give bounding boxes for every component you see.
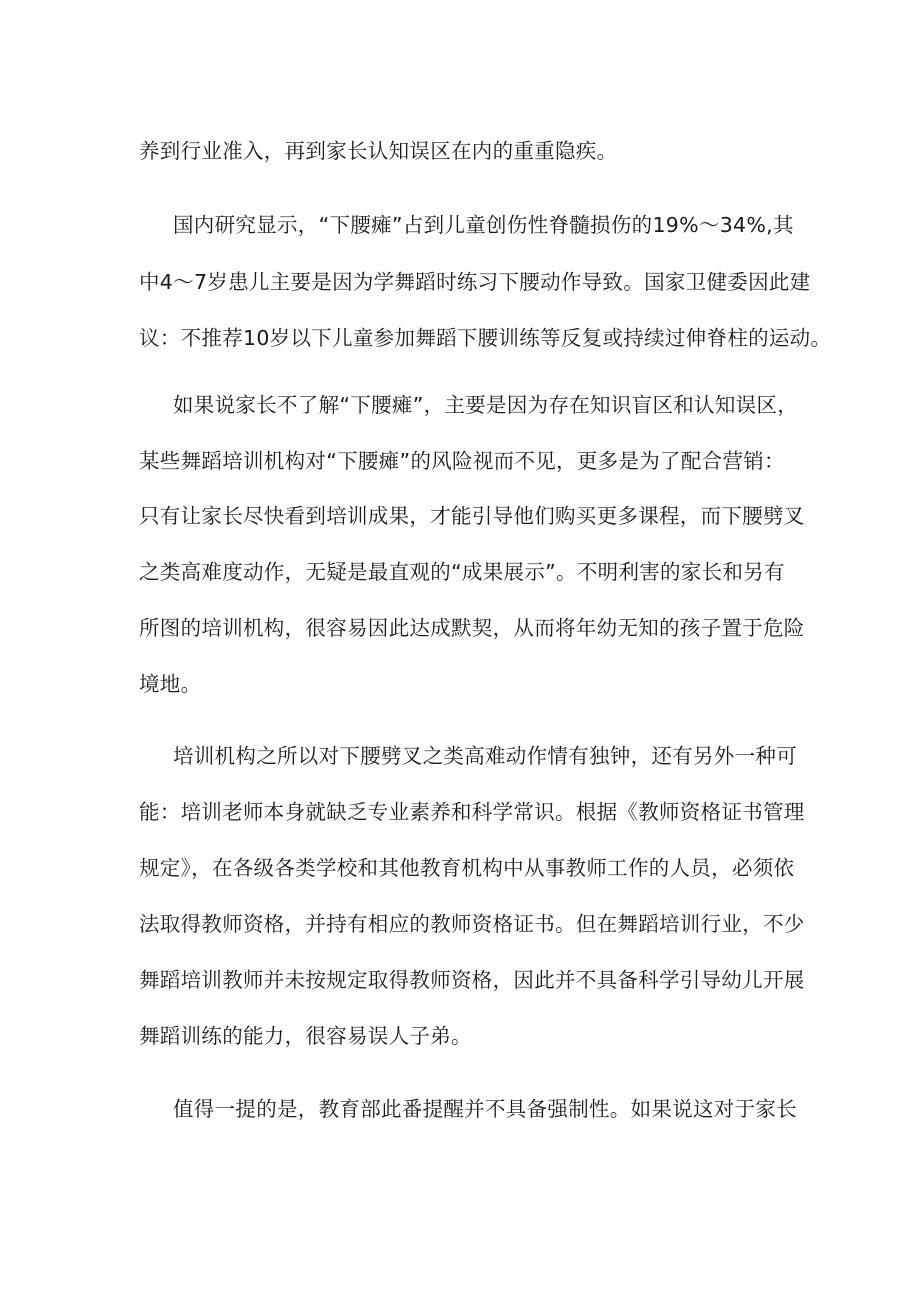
paragraph-line: 法取得教师资格，并持有相应的教师资格证书。但在舞蹈培训行业，不少 (139, 912, 805, 936)
paragraph-line: 只有让家长尽快看到培训成果，才能引导他们购买更多课程，而下腰劈叉 (139, 504, 805, 528)
paragraph-line: 规定》，在各级各类学校和其他教育机构中从事教师工作的人员，必须依 (139, 856, 795, 880)
paragraph-line: 舞蹈培训教师并未按规定取得教师资格，因此并不具备科学引导幼儿开展 (139, 968, 805, 992)
paragraph-line: 值得一提的是，教育部此番提醒并不具备强制性。如果说这对于家长 (173, 1097, 797, 1121)
paragraph-line: 议：不推荐10岁以下儿童参加舞蹈下腰训练等反复或持续过伸脊柱的运动。 (139, 326, 832, 350)
paragraph-line: 养到行业准入，再到家长认知误区在内的重重隐疾。 (139, 139, 618, 163)
paragraph-line: 所图的培训机构，很容易因此达成默契，从而将年幼无知的孩子置于危险 (139, 616, 805, 640)
paragraph-line: 中4～7岁患儿主要是因为学舞蹈时练习下腰动作导致。国家卫健委因此建 (139, 270, 811, 294)
paragraph-line: 能：培训老师本身就缺乏专业素养和科学常识。根据《教师资格证书管理 (139, 800, 805, 824)
paragraph-line: 之类高难度动作，无疑是最直观的“成果展示”。不明利害的家长和另有 (139, 560, 785, 584)
paragraph-line: 如果说家长不了解“下腰瘫”，主要是因为存在知识盲区和认知误区， (173, 393, 799, 417)
paragraph-line: 舞蹈训练的能力，很容易误人子弟。 (139, 1024, 472, 1048)
paragraph-line: 培训机构之所以对下腰劈叉之类高难动作情有独钟，还有另外一种可 (173, 744, 797, 768)
paragraph-line: 境地。 (139, 672, 202, 696)
paragraph-line: 国内研究显示，“下腰瘫”占到儿童创伤性脊髓损伤的19%～34%,其 (173, 213, 794, 237)
paragraph-line: 某些舞蹈培训机构对“下腰瘫”的风险视而不见，更多是为了配合营销： (139, 449, 785, 473)
